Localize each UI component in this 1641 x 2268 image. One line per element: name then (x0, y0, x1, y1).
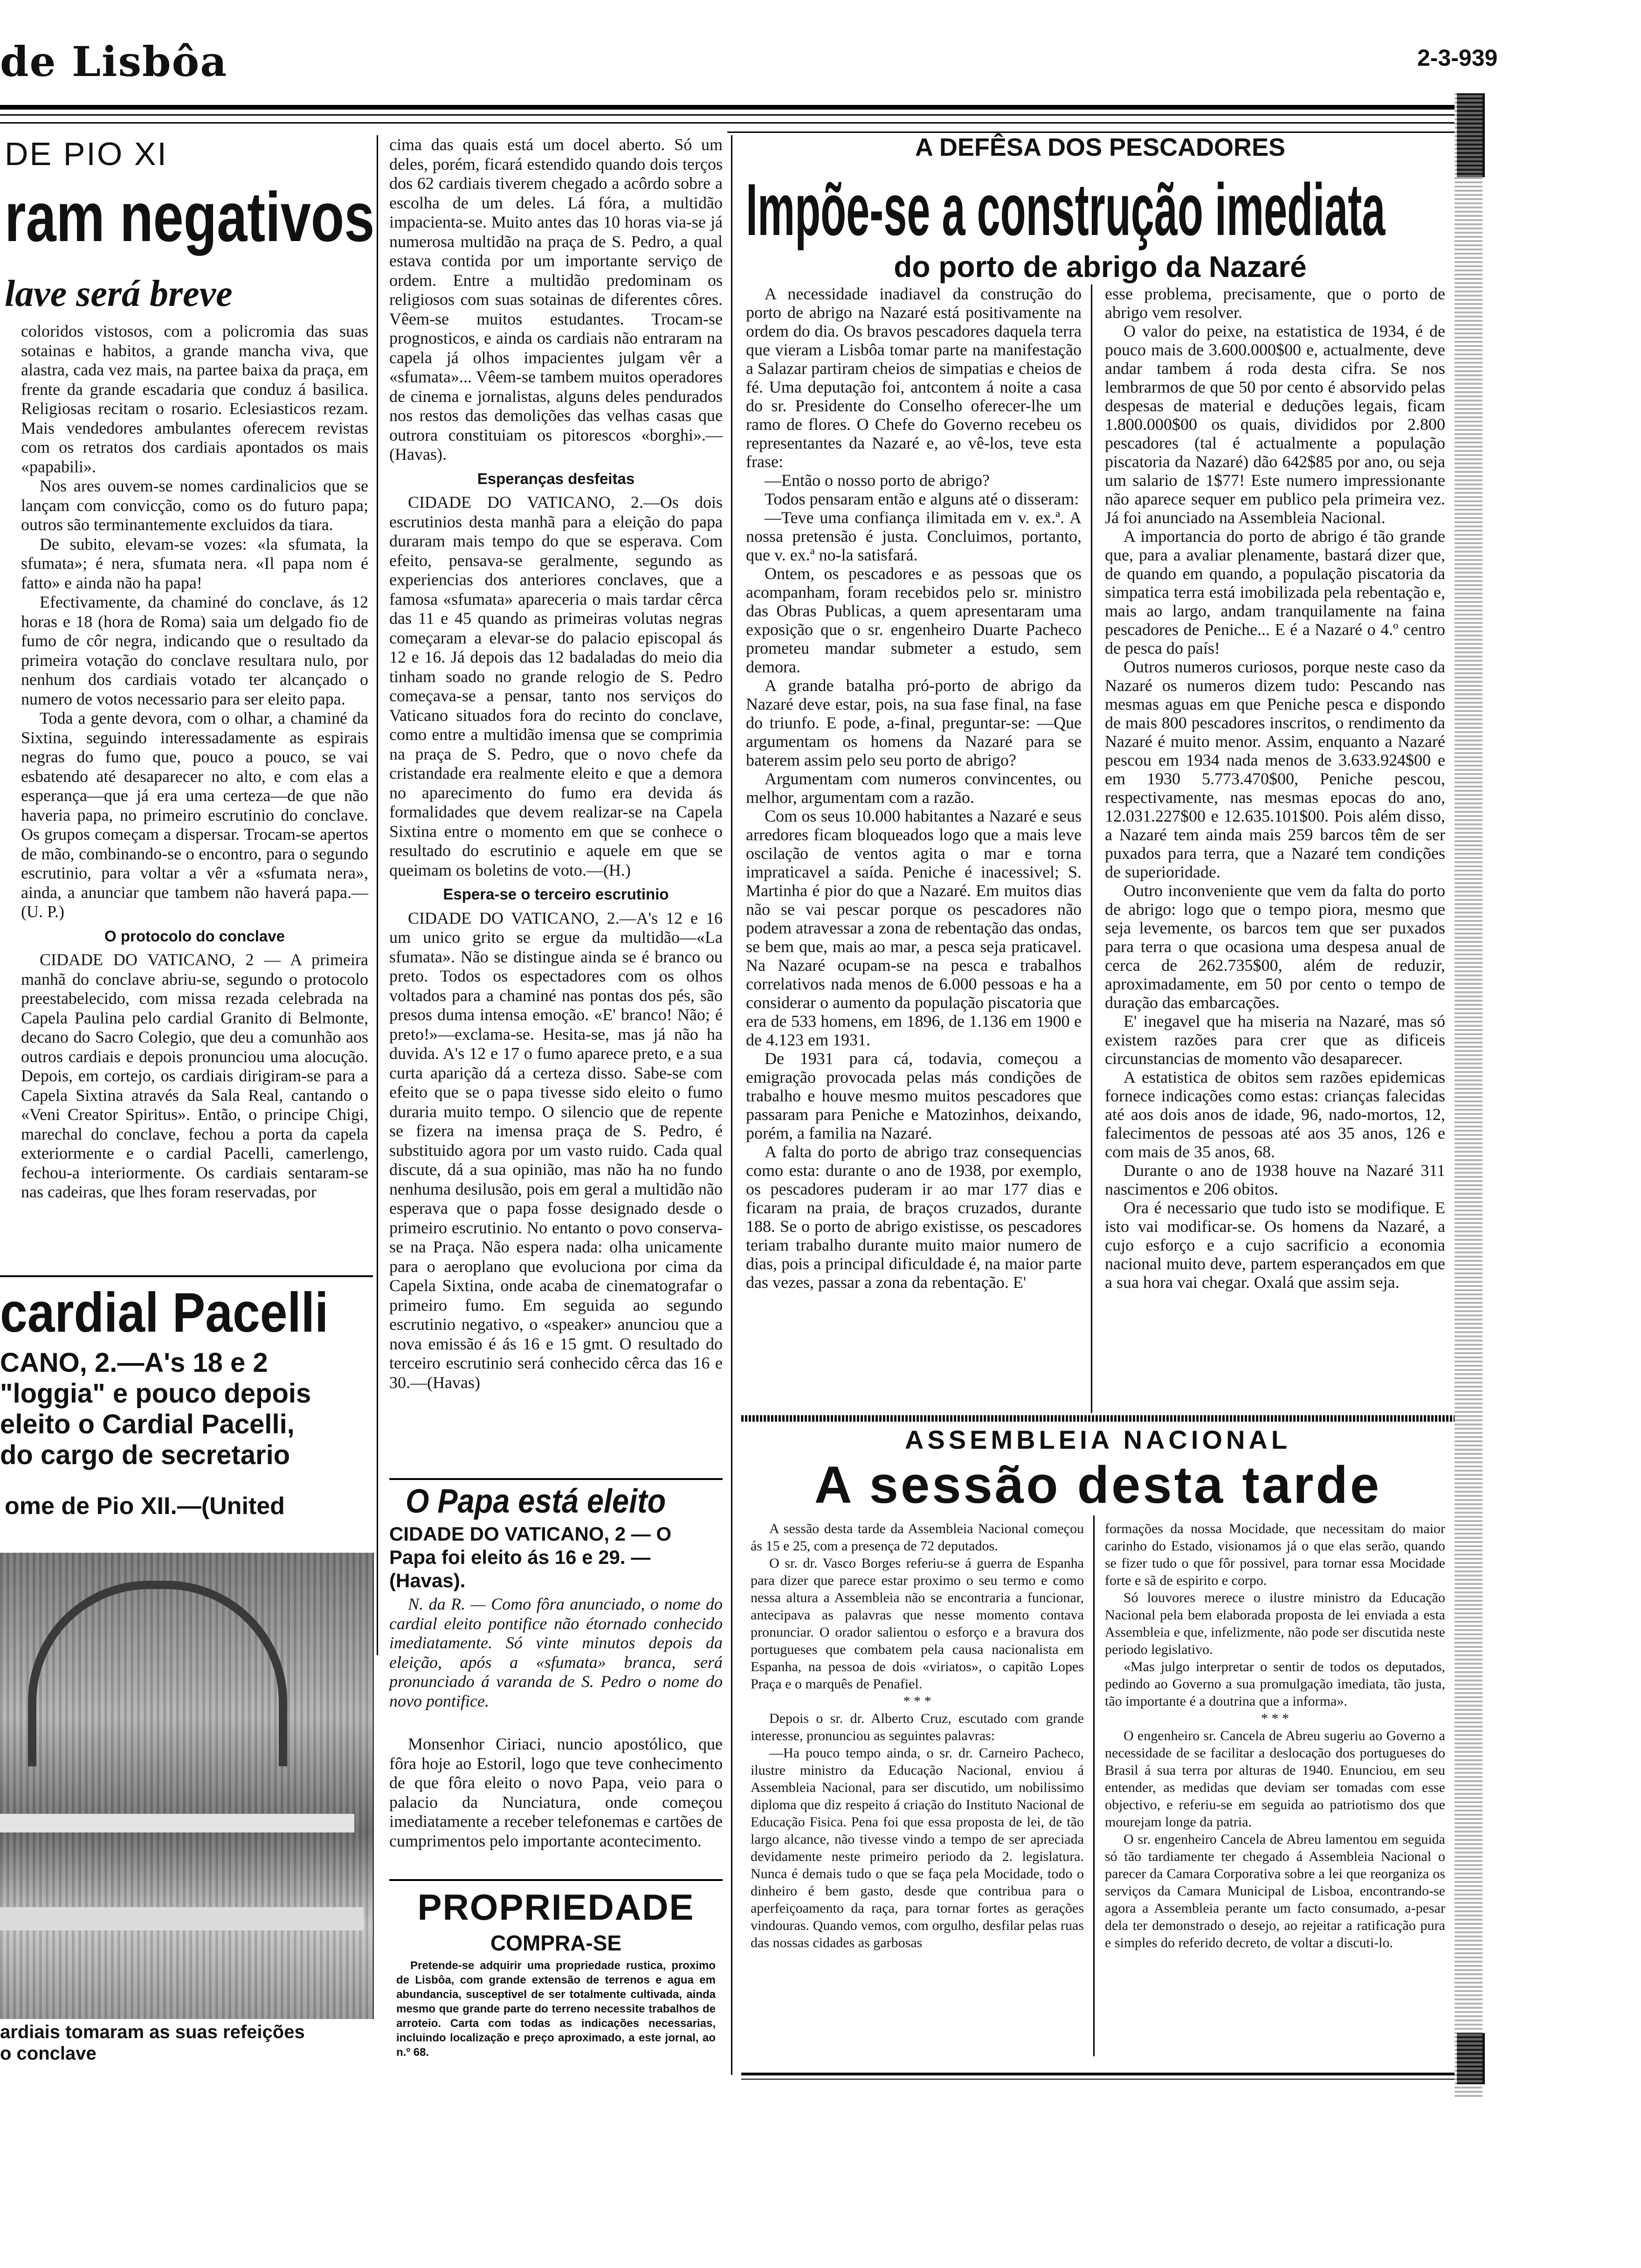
ad-rule (389, 1879, 723, 1881)
nazare-kicker: A DEFÊSA DOS PESCADORES (915, 133, 1286, 161)
papa-headline: O Papa está eleito (406, 1483, 666, 1520)
papa-lead: CIDADE DO VATICANO, 2 — O Papa foi eleito ás 16 e 29. —(Havas). (389, 1523, 672, 1591)
ad-subtitle: COMPRA-SE (490, 1931, 622, 1955)
middle-subhead-2: Espera-se o terceiro escrutinio (443, 885, 669, 903)
divider-right-top (1091, 284, 1092, 1413)
assembly-c1-p1: A sessão desta tarde da Assembleia Nacional começou ás 15 e 25, com a presença de 72 deputados. (751, 1521, 1084, 1554)
assembly-c1-sep: * * * (903, 1694, 931, 1709)
nazare-c1-p4: —Teve uma confiança ilimitada em v. ex.ª. A nossa pretensão é justa. Concluimos, portanto, que v. ex.ª no-la satisfará. (746, 508, 1082, 564)
divider-middle (731, 135, 732, 2075)
pacelli-subline-3: eleito o Cardial Pacelli, (0, 1409, 295, 1439)
left-header-top: DE PIO XI (5, 136, 168, 172)
nazare-c2-p3: A importancia do porto de abrigo é tão grande que, para a avaliar plenamente, bastará dizer que, de quando em quando, a população piscatoria da simpatica terra está imobilizada pela rebentação e, mais ao largo, andam tranquilamente na faina pescadores de Peniche... E é a Nazaré o 4.º centro de pesca do país! (1105, 527, 1445, 657)
left-para-1: coloridos vistosos, com a policromia das suas sotainas e habitos, a grande mancha viva, que alastra, cada vez mais, na partee baixa da praça, em frente da grande escadaria que conduz á basilica. Religiosas recitam o rosario. Eclesiasticos rezam. Mais vendedores ambulantes oferecem revistas com os retratos dos cardiais apontados os mais «papabili». (21, 322, 368, 476)
pacelli-subline-2: "loggia" e pouco depois (0, 1378, 311, 1409)
assembly-c2-p3: «Mas julgo interpretar o sentir de todos os deputados, pedindo ao Governo a sua promulgação imediata, tão justa, tão importante é a doutrina que a informa». (1105, 1659, 1445, 1709)
assembly-c1-p3: Depois o sr. dr. Alberto Cruz, escutado com grande interesse, pronunciou as seguintes palavras: (751, 1711, 1084, 1743)
top-rule-thick (0, 105, 1455, 110)
left-headline-1: ram negativos (5, 178, 375, 256)
assembly-c2-sep: * * * (1261, 1711, 1289, 1726)
assembly-col-1 (751, 1520, 1084, 1951)
nazare-c1-p2: —Então o nosso porto de abrigo? (765, 471, 990, 490)
masthead-date: 2-3-939 (1417, 45, 1498, 71)
photo-caption (0, 2021, 305, 2064)
nazare-c1-p1: A necessidade inadiavel da construção do porto de abrigo na Nazaré está positivamente na ordem do dia. Os bravos pescadores daquela terra que vieram a Lisbôa tomar parte na manifestação a Salazar partiram cheios de simpatias e cheios de fé. Uma deputação foi, antcontem á noite a casa do sr. Presidente do Conselho oferecer-lhe um ramo de flores. O Chefe do Governo recebeu os representantes da Nazaré e, ao vê-los, teve esta frase: (746, 284, 1082, 471)
nazare-c1-p3: Todos pensaram então e alguns até o disseram: (765, 490, 1079, 508)
assembly-rule (741, 1415, 1455, 1422)
pacelli-sublines (0, 1348, 373, 1471)
top-rule-thin-2 (0, 122, 1455, 124)
nazare-c2-p6: E' inegavel que ha miseria na Nazaré, mas só existem razões para crer que as dificeis circunstancias de momento vão desaparecer. (1105, 1012, 1445, 1068)
pacelli-subline-1: CANO, 2.—A's 18 e 2 (0, 1348, 268, 1378)
edge-strip (1455, 93, 1482, 2098)
nazare-headline: Impõe-se a construção imediata (746, 169, 1386, 251)
top-rule-thin (0, 114, 1455, 116)
middle-para-1: cima das quais está um docel aberto. Só um deles, porém, ficará estendido quando dois terços dos 62 cardiais tiverem chegado a acôrdo sobre a escolha de um deles. Lá fóra, a multidão impacienta-se. Muito antes das 10 horas via-se já numerosa multidão na praça de S. Pedro, a qual estava contida por um importante serviço de ordem. Entre a multidão predominam os religiosos com suas sotainas de diferentes côres. Vêem-se muitos estudantes. Trocam-se prognosticos, e ainda os cardiais não entraram na capela já olhos impacientes julgam vêr a «sfumata»... Vêem-se tambem muitos operadores de cinema e jornalistas, alguns deles pendurados nos restos das demolições das velhas casas que outrora constituiam os pitorescos «borghi».—(Havas). (389, 135, 723, 463)
nazare-c1-p6: A grande batalha pró-porto de abrigo da Nazaré deve estar, pois, na sua fase final, na fase do triunfo. E pode, a-final, preguntar-se: —Que argumentam os homens da Nazaré para se baterem assim pelo seu porto de abrigo? (746, 676, 1082, 769)
middle-para-3: CIDADE DO VATICANO, 2.—A's 12 e 16 um unico grito se ergue da multidão—«La sfumata». Não se distingue ainda se é branco ou preto. Todos os espectadores com os olhos voltados para a chaminé nas pontas dos pés, são presos duma intensa emoção. «E' branco! Não; é preto!»—exclama-se. Hesita-se, mas já não ha duvida. A's 12 e 17 o fumo aparece preto, e a sua curta aparição dá a certeza disso. Sabe-se com efeito que se o papa tivesse sido eleito o fumo duraria muito tempo. O silencio que de repente se fizera na imensa praça de S. Pedro, é substituido agora por um vasto ruido. Cada qual discute, dá a sua opinião, mas não ha no fundo nenhuma desilusão, pois em geral a multidão não esperava que o papa fosse designado desde o primeiro escrutinio. No entanto o povo conserva-se na Praça. Não espera nada: olha unicamente para o aeroplano que evoluciona por cima da Capela Sixtina, onde acaba de cinematografar o primeiro fumo. Em seguida ao segundo escrutinio negativo, o «speaker» anunciou que a nova emissão é ás 16 e 15 gmt. O resultado do terceiro escrutinio será conhecido cêrca das 16 e 30.—(Havas) (389, 908, 723, 1392)
nazare-col-1 (746, 284, 1082, 1292)
left-para-6: CIDADE DO VATICANO, 2 — A primeira manhã do conclave abriu-se, segundo o protocolo preestabelecido, com missa rezada celebrada na Capela Paulina pelo cardial Granito di Belmonte, decano do Sacro Colegio, que deu a comunhão aos outros cardiais e depois pronunciou uma alocução. Depois, em cortejo, os cardiais dirigiram-se para a Capela Sixtina através da Sala Real, cantando o «Veni Creator Spiritus». Então, o principe Chigi, marechal do conclave, fechou a porta da capela exteriormente e o cardial Pacelli, camerlengo, fechou-a interiormente. Os cardiais sentaram-se nas cadeiras, que lhes foram reservadas, por (21, 950, 368, 1201)
nazare-c1-p9: De 1931 para cá, todavia, começou a emigração provocada pelas más condições de trabalho e houve mesmo muitos pescadores que passaram para Peniche e Matozinhos, deixando, porém, a familia na Nazaré. (746, 1049, 1082, 1142)
pacelli-subline-4: do cargo de secretario (0, 1440, 290, 1470)
left-para-5: Toda a gente devora, com o olhar, a chaminé da Sixtina, seguindo interessadamente as espirais negras do fumo que, pouco a pouco, se vai esbatendo até desaparecer no alto, e com elas a esperança—que já era uma certeza—de que não haveria papa, no primeiro escrutinio do conclave. Os grupos começam a dispersar. Trocam-se apertos de mão, combinando-se o encontro, para o segundo escrutinio, para voltar a vêr a «sfumata nera», ainda, a anunciar que tambem não haverá papa.—(U. P.) (21, 709, 368, 921)
assembly-kicker: ASSEMBLEIA NACIONAL (904, 1425, 1291, 1454)
papa-note: N. da R. — Como fôra anunciado, o nome do cardial eleito pontifice não étornado conhecido imediatamente. Só vinte minutos depois da eleição, após a «sfumata» branca, será pronunciado á varanda de S. Pedro o nome do novo pontifice. (389, 1595, 723, 1710)
left-para-4: Efectivamente, da chaminé do conclave, ás 12 horas e 18 (hora de Roma) saia um delgado fio de fumo de côr negra, indicando que o resultado da primeira votação do conclave resultara nulo, por nenhum dos cardiais votado ter alcançado o numero de votos necessario para ser eleito papa. (21, 593, 368, 708)
nazare-c2-p8: Durante o ano de 1938 houve na Nazaré 311 nascimentos e 206 obitos. (1105, 1161, 1445, 1198)
ad-text: Pretende-se adquirir uma propriedade rustica, proximo de Lisbôa, com grande extensão de terrenos e agua em abundancia, susceptivel de ser totalmente cultivada, ainda mesmo que grande parte do terreno necessite trabalhos de arroteio. Carta com todas as indicações necessarias, incluindo localização e preço aproximado, a este jornal, ao n.º 68. (396, 1959, 716, 2059)
ciriaci-text: Monsenhor Ciriaci, nuncio apostólico, que fôra hoje ao Estoril, logo que teve conhecimento de que fôra eleito o novo Papa, veio para o palacio da Nunciatura, onde começou imediatamente a receber telefonemas e cartões de cumprimentos pelo importante acontecimento. (389, 1735, 723, 1850)
nazare-c1-p8: Com os seus 10.000 habitantes a Nazaré e seus arredores ficam bloqueados logo que a mais leve oscilação de ventos agita o mar e torna impraticavel a saída. Peniche é inacessivel; S. Martinha é pior do que a Nazaré. Em muitos dias não se vai pescar porque os pescadores não podem atravessar a zona de rebentação das ondas, se bem que, mais ao mar, a pesca seja praticavel. Na Nazaré ocupam-se na pesca e trabalhos correlativos nada menos de 6.000 pessoas e ha a considerar o aumento da população piscatoria que era de 533 homens, em 1896, de 1.136 em 1900 e de 4.123 em 1931. (746, 807, 1082, 1049)
assembly-c2-p1: formações da nossa Mocidade, que necessitam do maior carinho do Estado, visionamos já o que elas serão, quando se fizer tudo o que fôr possivel, para tornar essa Mocidade forte e sã de espirito e corpo. (1105, 1521, 1445, 1588)
nazare-col-2 (1105, 284, 1445, 1292)
nazare-c1-p5: Ontem, os pescadores e as pessoas que os acompanham, foram recebidos pelo sr. ministro das Obras Publicas, a quem apresentaram uma exposição que o sr. engenheiro Duarte Pacheco prometeu mandar submeter a estudo, sem demora. (746, 564, 1082, 676)
assembly-col-2 (1105, 1520, 1445, 1951)
photo-arch (28, 1581, 287, 1766)
photo-table-2 (0, 1907, 364, 1930)
left-para-3: De subito, elevam-se vozes: «la sfumata, la sfumata»; é nera, sfumata nera. «Il papa nom é fatto» e ainda não ha papa! (21, 534, 368, 592)
assembly-headline: A sessão desta tarde (814, 1456, 1382, 1514)
middle-para-2: CIDADE DO VATICANO, 2.—Os dois escrutinios desta manhã para a eleição do papa duraram mais tempo do que se esperava. Com efeito, pensava-se geralmente, segundo as experiencias dos anteriores conclaves, que a famosa «sfumata» apareceria o mais tardar cêrca das 11 e 45 quando as primeiras volutas negras começaram a elevar-se do palacio episcopal ás 12 e 16. Já depois das 12 badaladas do meio dia tinham soado no grande relogio de S. Pedro começava-se a pensar, tanto nos serviços do Vaticano situados fora do recinto do conclave, como entre a multidão imensa que se comprimia na praça de S. Pedro, que o novo chefe da cristandade era realmente eleito e que a demora no aparecimento do fumo era devida ás formalidades que devem realizar-se na Capela Sixtina entre o momento em que se conhece o resultado do escrutinio e aquele em que se queimam os boletins de voto.—(H.) (389, 493, 723, 879)
bottom-rule-2 (741, 2079, 1455, 2080)
assembly-c2-p4: O engenheiro sr. Cancela de Abreu sugeriu ao Governo a necessidade de se facilitar a deslocação dos portugueses do Brasil á sua terra por alturas de 1940. Enunciou, em seu entender, as medidas que deviam ser tomadas com esse objectivo, e referiu-se em seguida ao patriotismo dos que mourejam longe da patria. (1105, 1728, 1445, 1830)
assembly-c2-p5: O sr. engenheiro Cancela de Abreu lamentou em seguida só tão tardiamente ter chegado á Assembleia Nacional o parecer da Camara Corporativa sobre a lei que reorganiza os serviços da Camara Municipal de Lisboa, encontrando-se agora a Assembleia perante um facto consumado, a-pesar dela ter demonstrado o desejo, ao rejeitar a ratificação pura e simples do referido decreto, de voltar a discuti-lo. (1105, 1832, 1445, 1950)
middle-column-text (389, 135, 723, 1392)
divider-right-bottom (1093, 1515, 1095, 2056)
left-column-text (21, 322, 368, 1202)
assembly-c1-p2: O sr. dr. Vasco Borges referiu-se á guerra de Espanha para dizer que parece estar proximo o seu termo e como nessa altura a Assembleia não se encontraria a funcionar, antecipava as palavras que nesse momento contava pronunciar. O orador salientou o esforço e a bravura dos portugueses que combatem pela causa nacionalista em Espanha, na pessoa de dois «viriatos», o capitão Lopes Praça e o marquês de Penafiel. (751, 1556, 1084, 1692)
pacelli-rule (0, 1275, 373, 1277)
photo-table-1 (0, 1814, 354, 1832)
nazare-c2-p2: O valor do peixe, na estatistica de 1934, é de pouco mais de 3.600.000$00 e, actualmente, deve andar tambem á roda desta cifra. Se nos lembrarmos de que 50 por cento é absorvido pelas despesas de material e deduções legais, ficam 1.800.000$00 os quais, divididos por 2.800 pescadores (tal é actualmente a população piscatoria da Nazaré) dão 642$85 por ano, ou seja um salario de 1$77! Este numero impressionante não aparece sequer em publico pela primeira vez. Já foi anunciado na Assembleia Nacional. (1105, 322, 1445, 527)
nazare-c1-p10: A falta do porto de abrigo traz consequencias como esta: durante o ano de 1938, por exemplo, os pescadores puderam ir ao mar 177 dias e ficaram na praia, de braços cruzados, durante 188. Se o porto de abrigo existisse, os pescadores teriam trabalho durante muito maior numero de dias, pois a principal dificuldade é, na maior parte das vezes, passar a zona da rebentação. E' (746, 1142, 1082, 1292)
nazare-subheadline: do porto de abrigo da Nazaré (894, 250, 1307, 284)
left-subhead: O protocolo do conclave (104, 927, 285, 945)
middle-subhead-1: Esperanças desfeitas (477, 470, 635, 487)
pio-xii-line: ome de Pio XII.—(United (5, 1493, 285, 1520)
bottom-rule (741, 2073, 1455, 2075)
divider-left (377, 135, 378, 1655)
papa-rule (389, 1478, 723, 1480)
nazare-c1-p7: Argumentam com numeros convincentes, ou melhor, argumentam com a razão. (746, 769, 1082, 807)
assembly-c2-p2: Só louvores merece o ilustre ministro da Educação Nacional pela bem elaborada proposta de lei enviada a esta Assembleia e que, infelizmente, não pode ser discutida neste periodo legislativo. (1105, 1590, 1445, 1657)
nazare-c2-p9: Ora é necessario que tudo isto se modifique. E isto vai modificar-se. Os homens da Nazaré, a cujo esforço e a cujo sacrificio a economia nacional muito deve, partem esperançados em que a sua hora vai chegar. Oxalá que assim seja. (1105, 1198, 1445, 1292)
photo-caption-1: ardiais tomaram as suas refeições (0, 2022, 305, 2042)
ad-title: PROPRIEDADE (417, 1887, 695, 1928)
photo-caption-2: o conclave (0, 2043, 97, 2064)
nazare-c2-p5: Outro inconveniente que vem da falta do porto de abrigo: logo que o tempo piora, mesmo que seja levemente, os barcos tem que ser puxados para terra o que ocasiona uma despesa anual de cerca de 262.735$00, além de reduzir, aproximadamente, em 50 por cento o tempo de duração das embarcações. (1105, 881, 1445, 1012)
left-headline-2: lave será breve (5, 273, 233, 314)
assembly-c1-p4: —Ha pouco tempo ainda, o sr. dr. Carneiro Pacheco, ilustre ministro da Educação Nacional, enviou á Assembleia Nacional, para ser discutido, um nobilissimo diploma que diz respeito á criação do Instituto Nacional de Educação Fisica. Pena foi que essa proposta de lei, de tão largo alcance, não tivesse vindo a tempo de ser apreciada devidamente neste primeiro periodo da 2. legislatura. Nunca é demais tudo o que se faça pela Mocidade, todo o dinheiro é bem gasto, desde que contribua para o aperfeiçoamento da raça, para tornar fortes as gerações vindouras. Quando vemos, com orgulho, desfilar pelas ruas das nossas cidades as garbosas (751, 1745, 1084, 1950)
pacelli-headline: cardial Pacelli (0, 1281, 329, 1344)
nazare-c2-p7: A estatistica de obitos sem razões epidemicas fornece indicações como estas: crianças falecidas até aos dois anos de idade, 96, nado-mortos, 12, falecimentos de pessoas até aos 35 anos, 126 e com mais de 35 anos, 68. (1105, 1068, 1445, 1161)
masthead-title: de Lisbôa (0, 37, 228, 86)
nazare-c2-p4: Outros numeros curiosos, porque neste caso da Nazaré os numeros dizem tudo: Pescando nas mesmas aguas em que Peniche pesca e dispondo de mais 800 pescadores inscritos, o rendimento da Nazaré é muito menor. Assim, enquanto a Nazaré pescou em 1934 nada menos de 3.633.924$00 e em 1930 5.773.470$00, Peniche pescou, respectivamente, nas mesmas epocas do ano, 12.031.227$00 e 12.635.101$00. Pois além disso, a Nazaré tem ainda mais 259 barcos têm de ser puxados para terra, que a Nazaré tem condições de superioridade. (1105, 657, 1445, 881)
conclave-photo (0, 1553, 374, 2019)
nazare-c2-p1: esse problema, precisamente, que o porto de abrigo vem resolver. (1105, 284, 1445, 322)
left-para-2: Nos ares ouvem-se nomes cardinalicios que se lançam com convicção, como os do futuro papa; outros são terminantemente excluidos da tiara. (21, 477, 368, 534)
